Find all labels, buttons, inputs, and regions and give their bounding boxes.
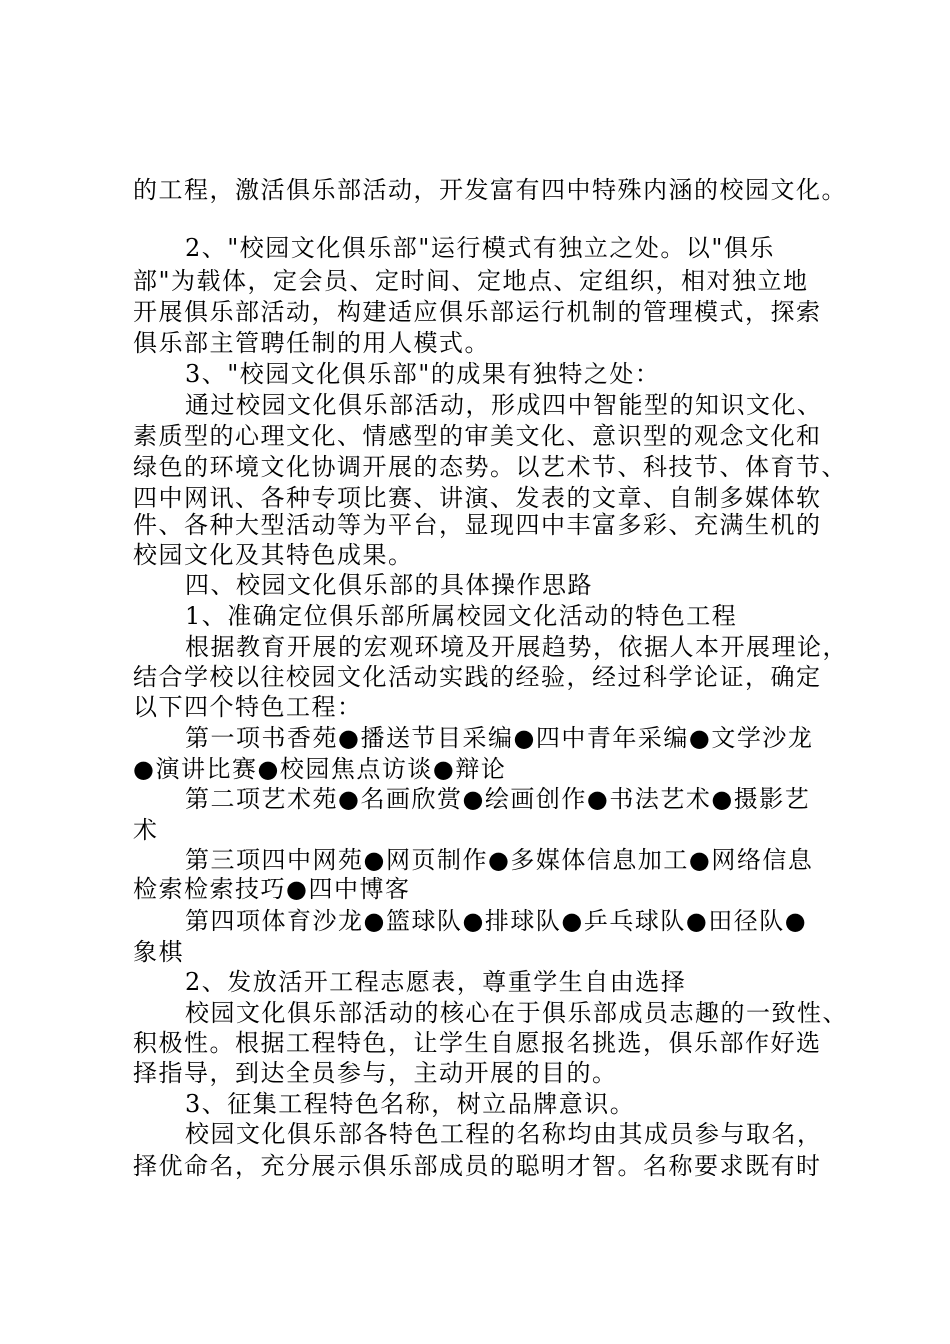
text-line: 以下四个特色工程： bbox=[133, 693, 363, 721]
text-line: 四中网讯、各种专项比赛、讲演、发表的文章、自制多媒体软 bbox=[133, 484, 822, 512]
text-line: 素质型的心理文化、情感型的审美文化、意识型的观念文化和 bbox=[133, 422, 822, 450]
list-item-continuation: 术 bbox=[133, 816, 159, 844]
text-line: 校园文化俱乐部各特色工程的名称均由其成员参与取名， bbox=[185, 1120, 823, 1148]
text-line: 择优命名，充分展示俱乐部成员的聪明才智。名称要求既有时 bbox=[133, 1152, 822, 1180]
text-line: 俱乐部主管聘任制的用人模式。 bbox=[133, 329, 490, 357]
text-line: 2、"校园文化俱乐部"运行模式有独立之处。以"俱乐 bbox=[185, 234, 775, 262]
list-item: 第二项艺术苑●名画欣赏●绘画创作●书法艺术●摄影艺 bbox=[185, 785, 811, 813]
subsection-heading: 3、征集工程特色名称，树立品牌意识。 bbox=[185, 1090, 636, 1118]
text-line: 件、各种大型活动等为平台，显现四中丰富多彩、充满生机的 bbox=[133, 511, 822, 539]
text-line: 通过校园文化俱乐部活动，形成四中智能型的知识文化、 bbox=[185, 391, 823, 419]
subsection-heading: 1、准确定位俱乐部所属校园文化活动的特色工程 bbox=[185, 602, 738, 630]
list-item-continuation: 检索检索技巧●四中博客 bbox=[133, 875, 411, 903]
subsection-heading: 2、发放活开工程志愿表，尊重学生自由选择 bbox=[185, 968, 687, 996]
text-line: 积极性。根据工程特色，让学生自愿报名挑选，俱乐部作好选 bbox=[133, 1029, 822, 1057]
section-heading: 四、校园文化俱乐部的具体操作思路 bbox=[185, 571, 593, 599]
text-line: 3、"校园文化俱乐部"的成果有独特之处： bbox=[185, 360, 661, 388]
text-line: 根据教育开展的宏观环境及开展趋势，依据人本开展理论， bbox=[185, 633, 848, 661]
text-line: 校园文化俱乐部活动的核心在于俱乐部成员志趣的一致性、 bbox=[185, 999, 848, 1027]
text-line: 的工程，激活俱乐部活动，开发富有四中特殊内涵的校园文化。 bbox=[133, 176, 847, 204]
list-item: 第四项体育沙龙●篮球队●排球队●乒乓球队●田径队● bbox=[185, 907, 808, 935]
text-line: 校园文化及其特色成果。 bbox=[133, 541, 414, 569]
list-item: 第三项四中网苑●网页制作●多媒体信息加工●网络信息 bbox=[185, 846, 814, 874]
text-line: 择指导，到达全员参与，主动开展的目的。 bbox=[133, 1059, 618, 1087]
list-item: 第一项书香苑●播送节目采编●四中青年采编●文学沙龙 bbox=[185, 724, 814, 752]
text-line: 结合学校以往校园文化活动实践的经验，经过科学论证，确定 bbox=[133, 663, 822, 691]
list-item-continuation: 象棋 bbox=[133, 938, 184, 966]
text-line: 绿色的环境文化协调开展的态势。以艺术节、科技节、体育节、 bbox=[133, 453, 847, 481]
list-item-continuation: ●演讲比赛●校园焦点访谈●辩论 bbox=[133, 755, 507, 783]
text-line: 部"为载体，定会员、定时间、定地点、定组织，相对独立地 bbox=[133, 267, 809, 295]
text-line: 开展俱乐部活动，构建适应俱乐部运行机制的管理模式，探索 bbox=[133, 298, 822, 326]
